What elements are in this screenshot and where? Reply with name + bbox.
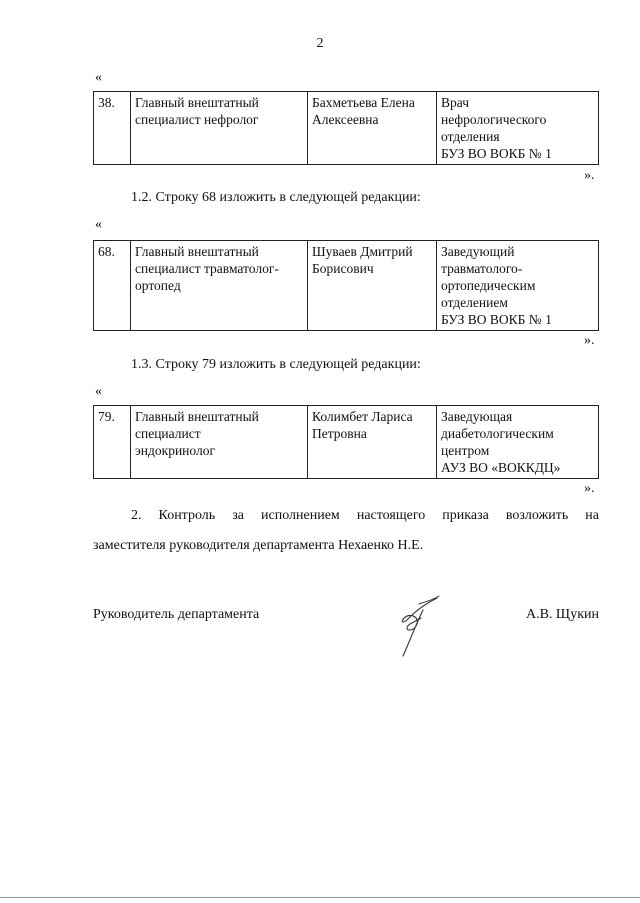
open-quote: « [95, 384, 102, 399]
name-cell [308, 241, 437, 331]
position-line: Главный внештатный [135, 409, 259, 424]
workplace-line: БУЗ ВО ВОКБ № 1 [441, 312, 552, 327]
position-line: специалист [135, 426, 201, 441]
position-line: ортопед [135, 278, 181, 293]
name-line: Бахметьева Елена [312, 95, 415, 110]
close-quote: ». [584, 168, 595, 183]
item-1-2: 1.2. Строку 68 изложить в следующей редакции: [131, 190, 421, 205]
position-cell [131, 92, 308, 165]
open-quote: « [95, 217, 102, 232]
name-line: Колимбет Лариса [312, 409, 413, 424]
workplace-line: травматолого- [441, 261, 523, 276]
position-line: специалист травматолог- [135, 261, 279, 276]
position-line: Главный внештатный [135, 244, 259, 259]
workplace-line: Заведующая [441, 409, 513, 424]
signer-title: Руководитель департамента [93, 607, 260, 622]
workplace-cell [437, 241, 599, 331]
position-line: Главный внештатный [135, 95, 259, 110]
name-cell [308, 406, 437, 479]
name-line: Борисович [312, 261, 374, 276]
row-number: 38. [94, 92, 131, 165]
workplace-line: отделением [441, 295, 508, 310]
page-number: 2 [316, 36, 324, 51]
row-number: 79. [94, 406, 131, 479]
position-line: специалист нефролог [135, 112, 259, 127]
workplace-line: Заведующий [441, 244, 515, 259]
control-line: 2. Контроль за исполнением настоящего приказа возложить на [131, 508, 599, 523]
control-line: заместителя руководителя департамента Нехаенко Н.Е. [93, 538, 424, 553]
workplace-cell [437, 92, 599, 165]
workplace-line: АУЗ ВО «ВОККДЦ» [441, 460, 561, 475]
workplace-line: центром [441, 443, 490, 458]
signer-name: А.В. Щукин [525, 607, 599, 622]
name-line: Петровна [312, 426, 367, 441]
position-cell [131, 406, 308, 479]
name-line: Алексеевна [312, 112, 379, 127]
position-line: эндокринолог [135, 443, 215, 458]
table-row-79 [93, 405, 599, 479]
table-row-38 [93, 91, 599, 165]
item-1-3: 1.3. Строку 79 изложить в следующей редакции: [131, 357, 421, 372]
workplace-cell [437, 406, 599, 479]
workplace-line: БУЗ ВО ВОКБ № 1 [441, 146, 552, 161]
workplace-line: Врач [441, 95, 469, 110]
name-cell [308, 92, 437, 165]
row-number: 68. [94, 241, 131, 331]
open-quote: « [95, 70, 102, 85]
close-quote: ». [584, 333, 595, 348]
workplace-line: ортопедическим [441, 278, 536, 293]
bottom-divider [0, 897, 640, 898]
name-line: Шуваев Дмитрий [312, 244, 413, 259]
table-row-68 [93, 240, 599, 331]
workplace-line: нефрологического [441, 112, 547, 127]
workplace-line: диабетологическим [441, 426, 554, 441]
close-quote: ». [584, 481, 595, 496]
workplace-line: отделения [441, 129, 500, 144]
handwritten-signature [393, 592, 453, 662]
control-paragraph [93, 501, 599, 561]
position-cell [131, 241, 308, 331]
